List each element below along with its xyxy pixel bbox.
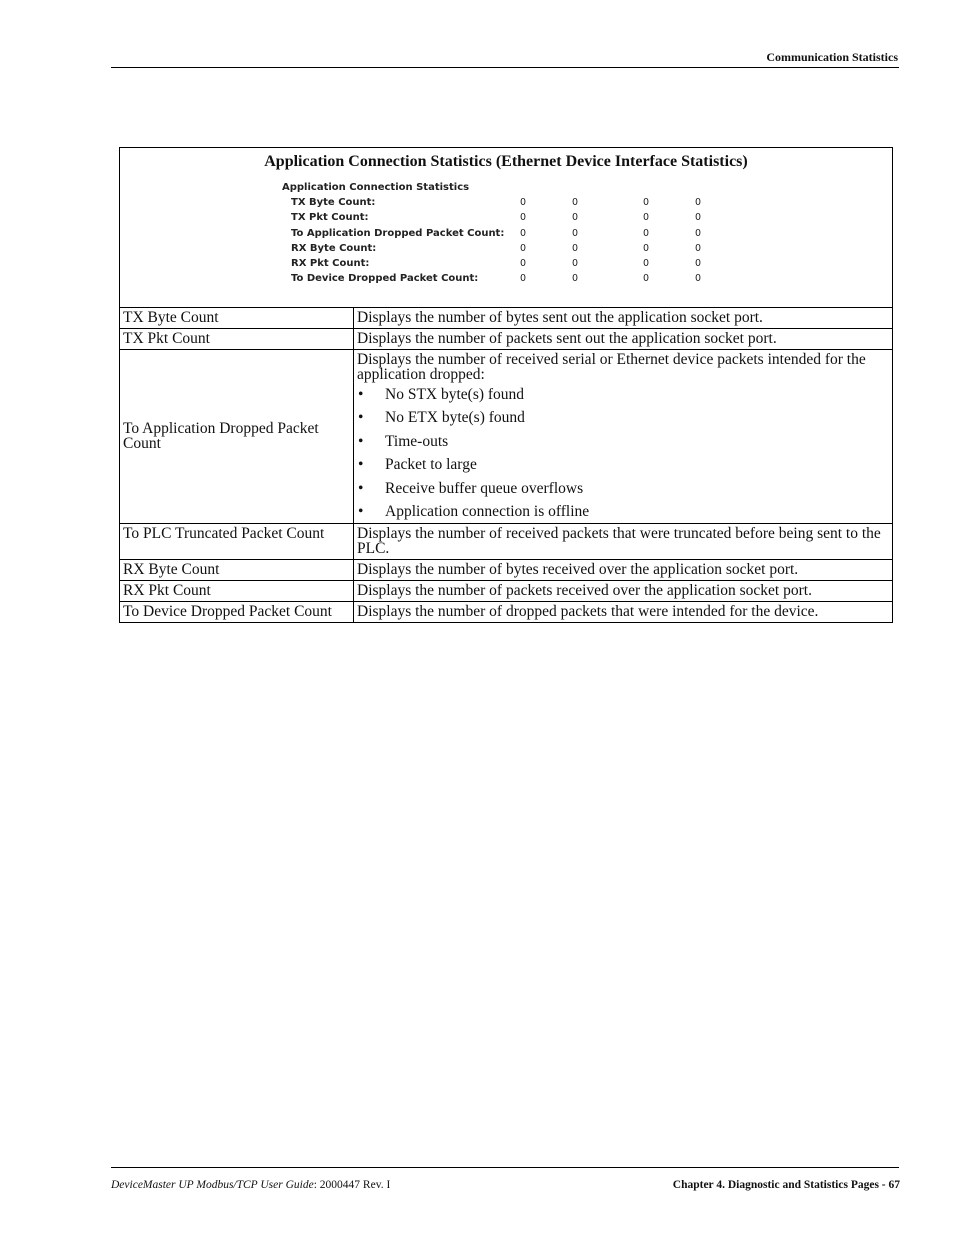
list-item-text: Application connection is offline [385, 502, 590, 520]
description-cell: Displays the number of bytes received over the application socket port. [354, 559, 893, 580]
screenshot-value: 0 [520, 242, 527, 254]
screenshot-value: 0 [520, 257, 527, 269]
term-cell: TX Byte Count [120, 308, 354, 329]
screenshot-row [282, 256, 702, 271]
screenshot-row [282, 271, 702, 286]
bullet-icon: • [358, 502, 364, 520]
screenshot-value: 0 [643, 227, 650, 239]
table-row [120, 308, 893, 329]
description-cell: Displays the number of bytes sent out the application socket port. [354, 308, 893, 329]
screenshot-value: 0 [572, 242, 579, 254]
bullet-icon: • [358, 432, 364, 450]
footer-page-label: Chapter 4. Diagnostic and Statistics Pages - 67 [672, 1179, 900, 1191]
bullet-icon: • [358, 409, 364, 427]
description-cell [354, 350, 893, 524]
drop-reason-list [357, 387, 889, 520]
table-row [120, 580, 893, 601]
screenshot-value: 0 [695, 273, 702, 285]
figure-row [120, 148, 893, 308]
screenshot-row-label: TX Pkt Count: [291, 212, 369, 224]
header-rule [111, 67, 899, 68]
screenshot-value: 0 [695, 227, 702, 239]
bullet-icon: • [358, 479, 364, 497]
screenshot-value: 0 [572, 212, 579, 224]
list-item-text: No STX byte(s) found [385, 386, 525, 403]
bullet-icon: • [358, 456, 364, 474]
figure-caption: Application Connection Statistics (Ethernet Device Interface Statistics) [264, 153, 748, 170]
screenshot-value: 0 [643, 273, 650, 285]
screenshot-row-label: TX Byte Count: [291, 197, 376, 209]
screenshot-value: 0 [520, 212, 527, 224]
screenshot-value: 0 [695, 242, 702, 254]
statistics-screenshot [282, 180, 702, 286]
screenshot-row-label: RX Pkt Count: [291, 257, 370, 269]
description-cell: Displays the number of received packets that were truncated before being sent to the PLC. [354, 523, 893, 559]
list-item [357, 434, 889, 457]
screenshot-value: 0 [520, 227, 527, 239]
term-cell: RX Pkt Count [120, 580, 354, 601]
figure-cell [120, 148, 893, 308]
list-item-text: No ETX byte(s) found [385, 409, 525, 427]
term-cell: RX Byte Count [120, 559, 354, 580]
list-item [357, 457, 889, 480]
list-item [357, 410, 889, 433]
screenshot-row-label: To Device Dropped Packet Count: [291, 273, 479, 285]
description-cell: Displays the number of dropped packets that were intended for the device. [354, 601, 893, 622]
screenshot-value: 0 [643, 257, 650, 269]
list-item [357, 481, 889, 504]
screenshot-row [282, 241, 702, 256]
term-cell: To Device Dropped Packet Count [120, 601, 354, 622]
term-cell: To PLC Truncated Packet Count [120, 523, 354, 559]
description-text: Displays the number of received serial or Ethernet device packets intended for the application dropped: [357, 351, 866, 383]
screenshot-value: 0 [520, 273, 527, 285]
screenshot-value: 0 [643, 197, 650, 209]
footer-rule [111, 1167, 899, 1168]
document-number: : 2000447 Rev. I [313, 1179, 391, 1191]
document-title: DeviceMaster UP Modbus/TCP User Guide [111, 1179, 314, 1191]
screenshot-row [282, 226, 702, 241]
term-cell: To Application Dropped Packet Count [120, 350, 354, 524]
description-cell: Displays the number of packets received over the application socket port. [354, 580, 893, 601]
table-row [120, 350, 893, 524]
screenshot-value: 0 [520, 197, 527, 209]
table-row [120, 329, 893, 350]
term-cell: TX Pkt Count [120, 329, 354, 350]
table-row [120, 559, 893, 580]
screenshot-value: 0 [643, 212, 650, 224]
bullet-icon: • [358, 386, 364, 403]
screenshot-value: 0 [643, 242, 650, 254]
footer-document-title [111, 1179, 390, 1191]
screenshot-value: 0 [572, 273, 579, 285]
screenshot-value: 0 [695, 257, 702, 269]
screenshot-value: 0 [572, 197, 579, 209]
screenshot-row [282, 195, 702, 210]
list-item [357, 504, 889, 520]
statistics-table [119, 147, 893, 623]
screenshot-row-label: To Application Dropped Packet Count: [291, 227, 505, 239]
screenshot-row [282, 210, 702, 225]
screenshot-heading: Application Connection Statistics [282, 182, 470, 193]
table-row [120, 601, 893, 622]
list-item-text: Packet to large [385, 456, 477, 474]
table-row [120, 523, 893, 559]
screenshot-value: 0 [695, 197, 702, 209]
description-cell: Displays the number of packets sent out the application socket port. [354, 329, 893, 350]
list-item-text: Receive buffer queue overflows [385, 479, 584, 497]
list-item [357, 387, 889, 410]
screenshot-value: 0 [572, 257, 579, 269]
list-item-text: Time-outs [385, 432, 449, 450]
running-header: Communication Statistics [766, 50, 898, 64]
screenshot-value: 0 [695, 212, 702, 224]
screenshot-row-label: RX Byte Count: [291, 242, 377, 254]
screenshot-value: 0 [572, 227, 579, 239]
